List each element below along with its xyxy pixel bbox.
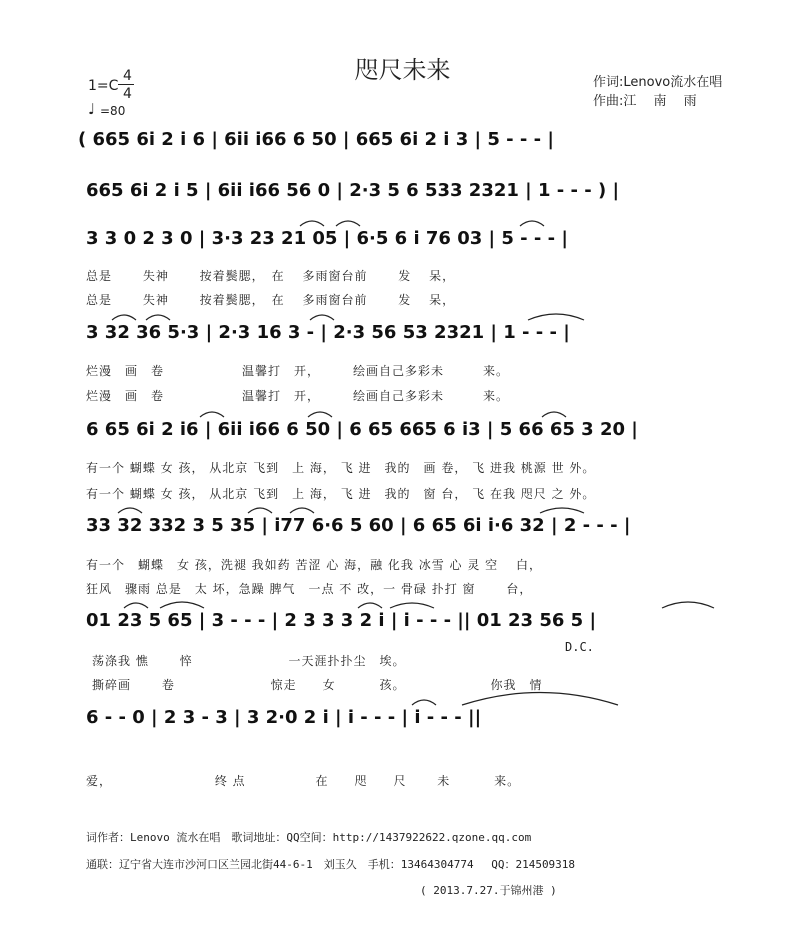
footer-contact-info: 通联：辽宁省大连市沙河口区兰园北街44-6-1 刘玉久 手机：13464304774 QQ：214509318 xyxy=(86,858,576,871)
lyrics-row-7-verse-1: 荡涤我 憔 悴 一天涯扑扑尘 埃。 xyxy=(92,654,406,668)
lyrics-row-6-verse-2: 狂风 骤雨 总是 太 坏，急躁 脾气 一点 不 改，一 骨碌 扑打 窗 台， xyxy=(86,582,533,596)
slur-mark xyxy=(124,603,148,608)
lyrics-row-4-verse-2: 烂漫 画 卷 温馨打 开， 绘画自己多彩未 来。 xyxy=(86,389,510,403)
key-signature: 1=C xyxy=(88,78,119,94)
slur-mark xyxy=(118,508,142,513)
lyrics-row-3-verse-1: 总是 失神 按着鬓腮， 在 多雨窗台前 发 呆， xyxy=(86,269,456,283)
lyrics-row-8: 爱， 终 点 在 咫 尺 未 来。 xyxy=(86,774,521,788)
slur-mark xyxy=(336,221,360,226)
slur-mark xyxy=(146,315,170,320)
slur-mark xyxy=(310,315,334,320)
slur-mark xyxy=(308,412,332,417)
notation-row-6: 33 32 332 3 5 35 | i77 6·6 5 60 | 6 65 6i i·6 32 | 2 - - - | xyxy=(86,515,631,536)
quarter-note-icon: ♩ xyxy=(88,100,96,118)
lyrics-row-5-verse-2: 有一个 蝴蝶 女 孩， 从北京 飞到 上 海， 飞 进 我的 窗 台， 飞 在我 咫尺 之 外。 xyxy=(86,487,596,501)
slur-mark xyxy=(662,602,714,608)
lyrics-row-3-verse-2: 总是 失神 按着鬓腮， 在 多雨窗台前 发 呆， xyxy=(86,293,456,307)
footer-lyricist-info: 词作者：Lenovo 流水在唱 歌词地址：QQ空间：http://1437922622.qzone.qq.com xyxy=(86,831,532,844)
notation-row-3: 3 3 0 2 3 0 | 3·3 23 21 05 | 6·5 6 i 76 03 | 5 - - - | xyxy=(86,228,568,249)
lyrics-row-4-verse-1: 烂漫 画 卷 温馨打 开， 绘画自己多彩未 来。 xyxy=(86,364,510,378)
slur-mark xyxy=(390,603,434,608)
da-capo-mark: D.C. xyxy=(565,640,594,654)
lyrics-row-7-verse-2: 撕碎画 卷 惊走 女 孩。 你我 情 xyxy=(92,678,543,692)
slur-mark xyxy=(412,700,436,705)
lyricist-credit: 作词:Lenovo流水在唱 xyxy=(593,75,723,90)
slur-mark xyxy=(160,602,204,608)
time-signature-bottom: 4 xyxy=(123,86,132,102)
slur-mark xyxy=(540,508,584,513)
slur-mark xyxy=(358,603,382,608)
slur-mark xyxy=(290,508,314,513)
footer-date-place: ( 2013.7.27.于锦州港 ) xyxy=(420,884,557,897)
lyrics-row-5-verse-1: 有一个 蝴蝶 女 孩， 从北京 飞到 上 海， 飞 进 我的 画 卷， 飞 进我 桃源 世 外。 xyxy=(86,461,596,475)
slur-mark xyxy=(300,221,324,226)
tempo-marking: =80 xyxy=(100,104,126,118)
slur-mark xyxy=(462,693,618,706)
slur-mark xyxy=(112,315,136,320)
slur-mark xyxy=(528,314,584,320)
slur-mark xyxy=(520,221,544,226)
time-signature-top: 4 xyxy=(123,68,132,84)
notation-row-4: 3 32 36 5·3 | 2·3 16 3 - | 2·3 56 53 2321 | 1 - - - | xyxy=(86,322,570,343)
slur-mark xyxy=(200,412,224,417)
song-title: 咫尺未来 xyxy=(354,56,451,84)
notation-row-1: ( 665 6i 2 i 6 | 6ii i66 6 50 | 665 6i 2 i 3 | 5 - - - | xyxy=(78,129,554,150)
notation-row-8: 6 - - 0 | 2 3 - 3 | 3 2·0 2 i | i - - - | i - - - || xyxy=(86,707,482,728)
composer-credit: 作曲:江 南 雨 xyxy=(593,94,697,109)
notation-row-2: 665 6i 2 i 5 | 6ii i66 56 0 | 2·3 5 6 533 2321 | 1 - - - ) | xyxy=(86,180,620,201)
lyrics-row-6-verse-1: 有一个 蝴蝶 女 孩，洗褪 我如药 苦涩 心 海，融 化我 冰雪 心 灵 空 白， xyxy=(86,558,542,572)
slur-mark xyxy=(542,412,566,417)
notation-row-7: 01 23 5 65 | 3 - - - | 2 3 3 3 2 i | i - - - || 01 23 56 5 | xyxy=(86,610,597,631)
notation-row-5: 6 65 6i 2 i6 | 6ii i66 6 50 | 6 65 665 6 i3 | 5 66 65 3 20 | xyxy=(86,419,638,440)
slur-mark xyxy=(248,508,272,513)
